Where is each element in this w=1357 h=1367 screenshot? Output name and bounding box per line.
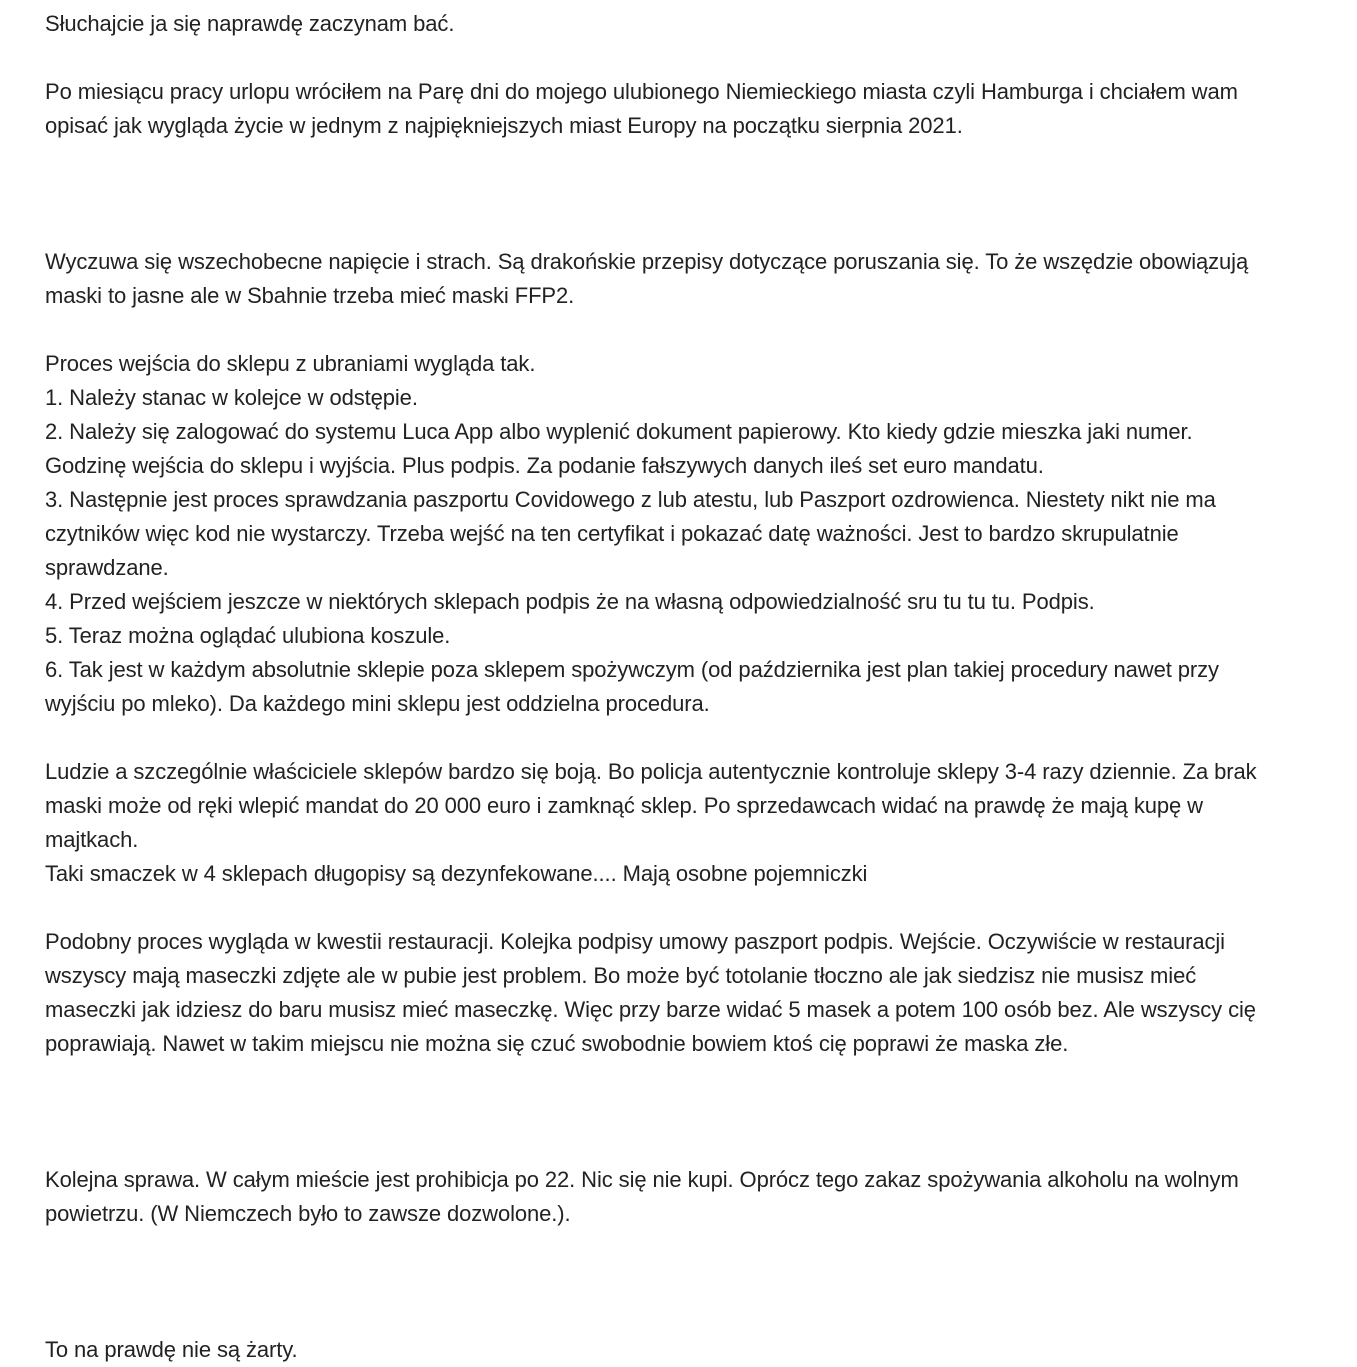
text-line: sprawdzane. (45, 555, 169, 580)
blank-line (45, 1129, 1350, 1163)
text-line: maseczki jak idziesz do baru musisz mieć maseczkę. Więc przy barze widać 5 masek a potem 100 osób bez. Ale wszyscy cię (45, 997, 1256, 1022)
text-line: Proces wejścia do sklepu z ubraniami wygląda tak. (45, 351, 536, 376)
blank-line (45, 41, 1350, 75)
blank-line (45, 143, 1350, 177)
blank-line (45, 721, 1350, 755)
text-line: 2. Należy się zalogować do systemu Luca App albo wyplenić dokument papierowy. Kto kiedy gdzie mieszka jaki numer. (45, 419, 1193, 444)
text-line: maski to jasne ale w Sbahnie trzeba mieć maski FFP2. (45, 283, 575, 308)
text-line: wyjściu po mleko). Da każdego mini sklepu jest oddzielna procedura. (45, 691, 710, 716)
blank-line (45, 1095, 1350, 1129)
text-line: 4. Przed wejściem jeszcze w niektórych sklepach podpis że na własną odpowiedzialność sru tu tu tu. Podpis. (45, 589, 1095, 614)
blank-line (45, 1265, 1350, 1299)
text-line: Ludzie a szczególnie właściciele sklepów bardzo się boją. Bo policja autentycznie kontroluje sklepy 3-4 razy dziennie. Za brak (45, 759, 1257, 784)
text-line: poprawiają. Nawet w takim miejscu nie można się czuć swobodnie bowiem ktoś cię poprawi że maska złe. (45, 1031, 1069, 1056)
text-line: 1. Należy stanac w kolejce w odstępie. (45, 385, 418, 410)
text-line: Po miesiącu pracy urlopu wróciłem na Parę dni do mojego ulubionego Niemieckiego miasta czyli Hamburga i chciałem wam (45, 79, 1238, 104)
text-line: wszyscy mają maseczki zdjęte ale w pubie jest problem. Bo może być totolanie tłoczno ale jak siedzisz nie musisz mieć (45, 963, 1197, 988)
text-line: Kolejna sprawa. W całym mieście jest prohibicja po 22. Nic się nie kupi. Oprócz tego zakaz spożywania alkoholu na wolnym (45, 1167, 1239, 1192)
text-line: 3. Następnie jest proces sprawdzania paszportu Covidowego z lub atestu, lub Paszport ozdrowienca. Niestety nikt nie ma (45, 487, 1216, 512)
text-line: powietrzu. (W Niemczech było to zawsze dozwolone.). (45, 1201, 571, 1226)
blank-line (45, 1299, 1350, 1333)
text-line: Podobny proces wygląda w kwestii restauracji. Kolejka podpisy umowy paszport podpis. Wejście. Oczywiście w restauracji (45, 929, 1225, 954)
blank-line (45, 1231, 1350, 1265)
text-line: Godzinę wejścia do sklepu i wyjścia. Plus podpis. Za podanie fałszywych danych ileś set euro mandatu. (45, 453, 1044, 478)
text-line: 6. Tak jest w każdym absolutnie sklepie poza sklepem spożywczym (od października jest plan takiej procedury nawet przy (45, 657, 1219, 682)
blank-line (45, 891, 1350, 925)
blank-line (45, 1061, 1350, 1095)
text-line: majtkach. (45, 827, 139, 852)
text-line: Taki smaczek w 4 sklepach długopisy są dezynfekowane.... Mają osobne pojemniczki (45, 861, 868, 886)
blank-line (45, 211, 1350, 245)
text-line: Słuchajcie ja się naprawdę zaczynam bać. (45, 11, 455, 36)
text-line: 5. Teraz można oglądać ulubiona koszule. (45, 623, 451, 648)
text-line: maski może od ręki wlepić mandat do 20 000 euro i zamknąć sklep. Po sprzedawcach widać na prawdę że mają kupę w (45, 793, 1203, 818)
text-line: czytników więc kod nie wystarczy. Trzeba wejść na ten certyfikat i pokazać datę ważności. Jest to bardzo skrupulatnie (45, 521, 1179, 546)
blank-line (45, 177, 1350, 211)
post-body (45, 7, 1350, 1367)
text-line: To na prawdę nie są żarty. (45, 1337, 298, 1362)
text-line: Wyczuwa się wszechobecne napięcie i strach. Są drakońskie przepisy dotyczące poruszania się. To że wszędzie obowiązują (45, 249, 1249, 274)
blank-line (45, 313, 1350, 347)
text-line: opisać jak wygląda życie w jednym z najpiękniejszych miast Europy na początku sierpnia 2021. (45, 113, 963, 138)
